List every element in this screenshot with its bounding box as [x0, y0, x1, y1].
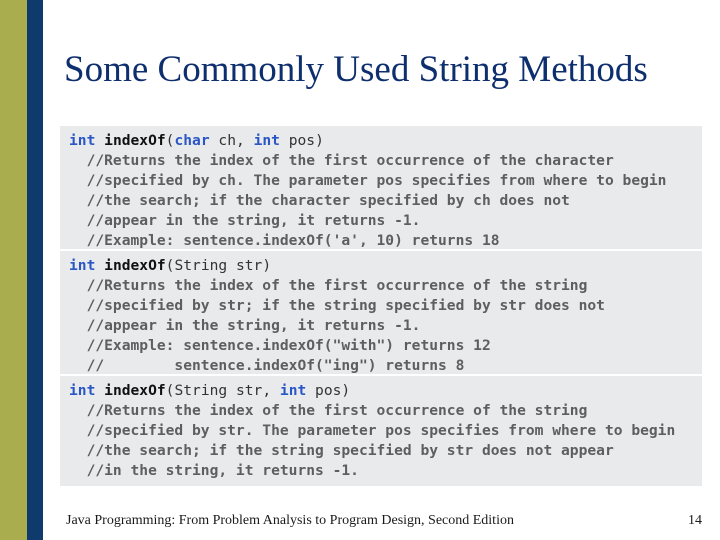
code-comment: //Example: sentence.indexOf('a', 10) returns 18 [69, 232, 500, 249]
code-comment: //appear in the string, it returns -1. [69, 317, 421, 334]
left-accent-stripe [0, 0, 27, 540]
code-comment: //Returns the index of the first occurrence of the character [69, 152, 614, 169]
page-number: 14 [688, 513, 702, 528]
code-comment: //appear in the string, it returns -1. [69, 212, 421, 229]
method-name: indexOf [104, 132, 166, 149]
method-signature: int indexOf(char ch, int pos) [69, 132, 324, 149]
return-type: int [69, 257, 96, 274]
footer-text: Java Programming: From Problem Analysis to Program Design, Second Edition [66, 513, 514, 528]
code-comment: //specified by ch. The parameter pos specifies from where to begin [69, 172, 667, 189]
return-type: int [69, 132, 96, 149]
method-signature [60, 256, 702, 276]
code-comment: //Returns the index of the first occurrence of the string [69, 402, 588, 419]
return-type: int [69, 382, 96, 399]
code-comment: //Returns the index of the first occurrence of the string [69, 277, 588, 294]
method-name: indexOf [104, 382, 166, 399]
method-block-3 [60, 381, 702, 486]
code-comment: //the search; if the string specified by str does not appear [69, 442, 614, 459]
param-name: (String str, [165, 382, 280, 399]
slide-title: Some Commonly Used String Methods [64, 49, 648, 90]
param-type: char [174, 132, 210, 149]
param-name: pos) [306, 382, 351, 399]
code-comment: // sentence.indexOf("ing") returns 8 [69, 357, 465, 374]
code-comment: //specified by str. The parameter pos specifies from where to begin [69, 422, 676, 439]
code-panel [60, 126, 702, 486]
param-name: pos) [279, 132, 324, 149]
code-comment: //specified by str; if the string specified by str does not [69, 297, 605, 314]
param-list: (String str) [165, 257, 272, 274]
method-block-1 [60, 131, 702, 251]
left-blue-stripe [27, 0, 43, 540]
code-comment: //the search; if the character specified by ch does not [69, 192, 570, 209]
method-block-2 [60, 256, 702, 376]
code-comment: //in the string, it returns -1. [69, 462, 359, 479]
method-name: indexOf [104, 257, 166, 274]
method-signature [60, 381, 702, 401]
code-comment: //Example: sentence.indexOf("with") returns 12 [69, 337, 491, 354]
param-type: int [279, 382, 307, 399]
param-type: int [253, 132, 280, 149]
param-name: ch, [209, 132, 254, 149]
